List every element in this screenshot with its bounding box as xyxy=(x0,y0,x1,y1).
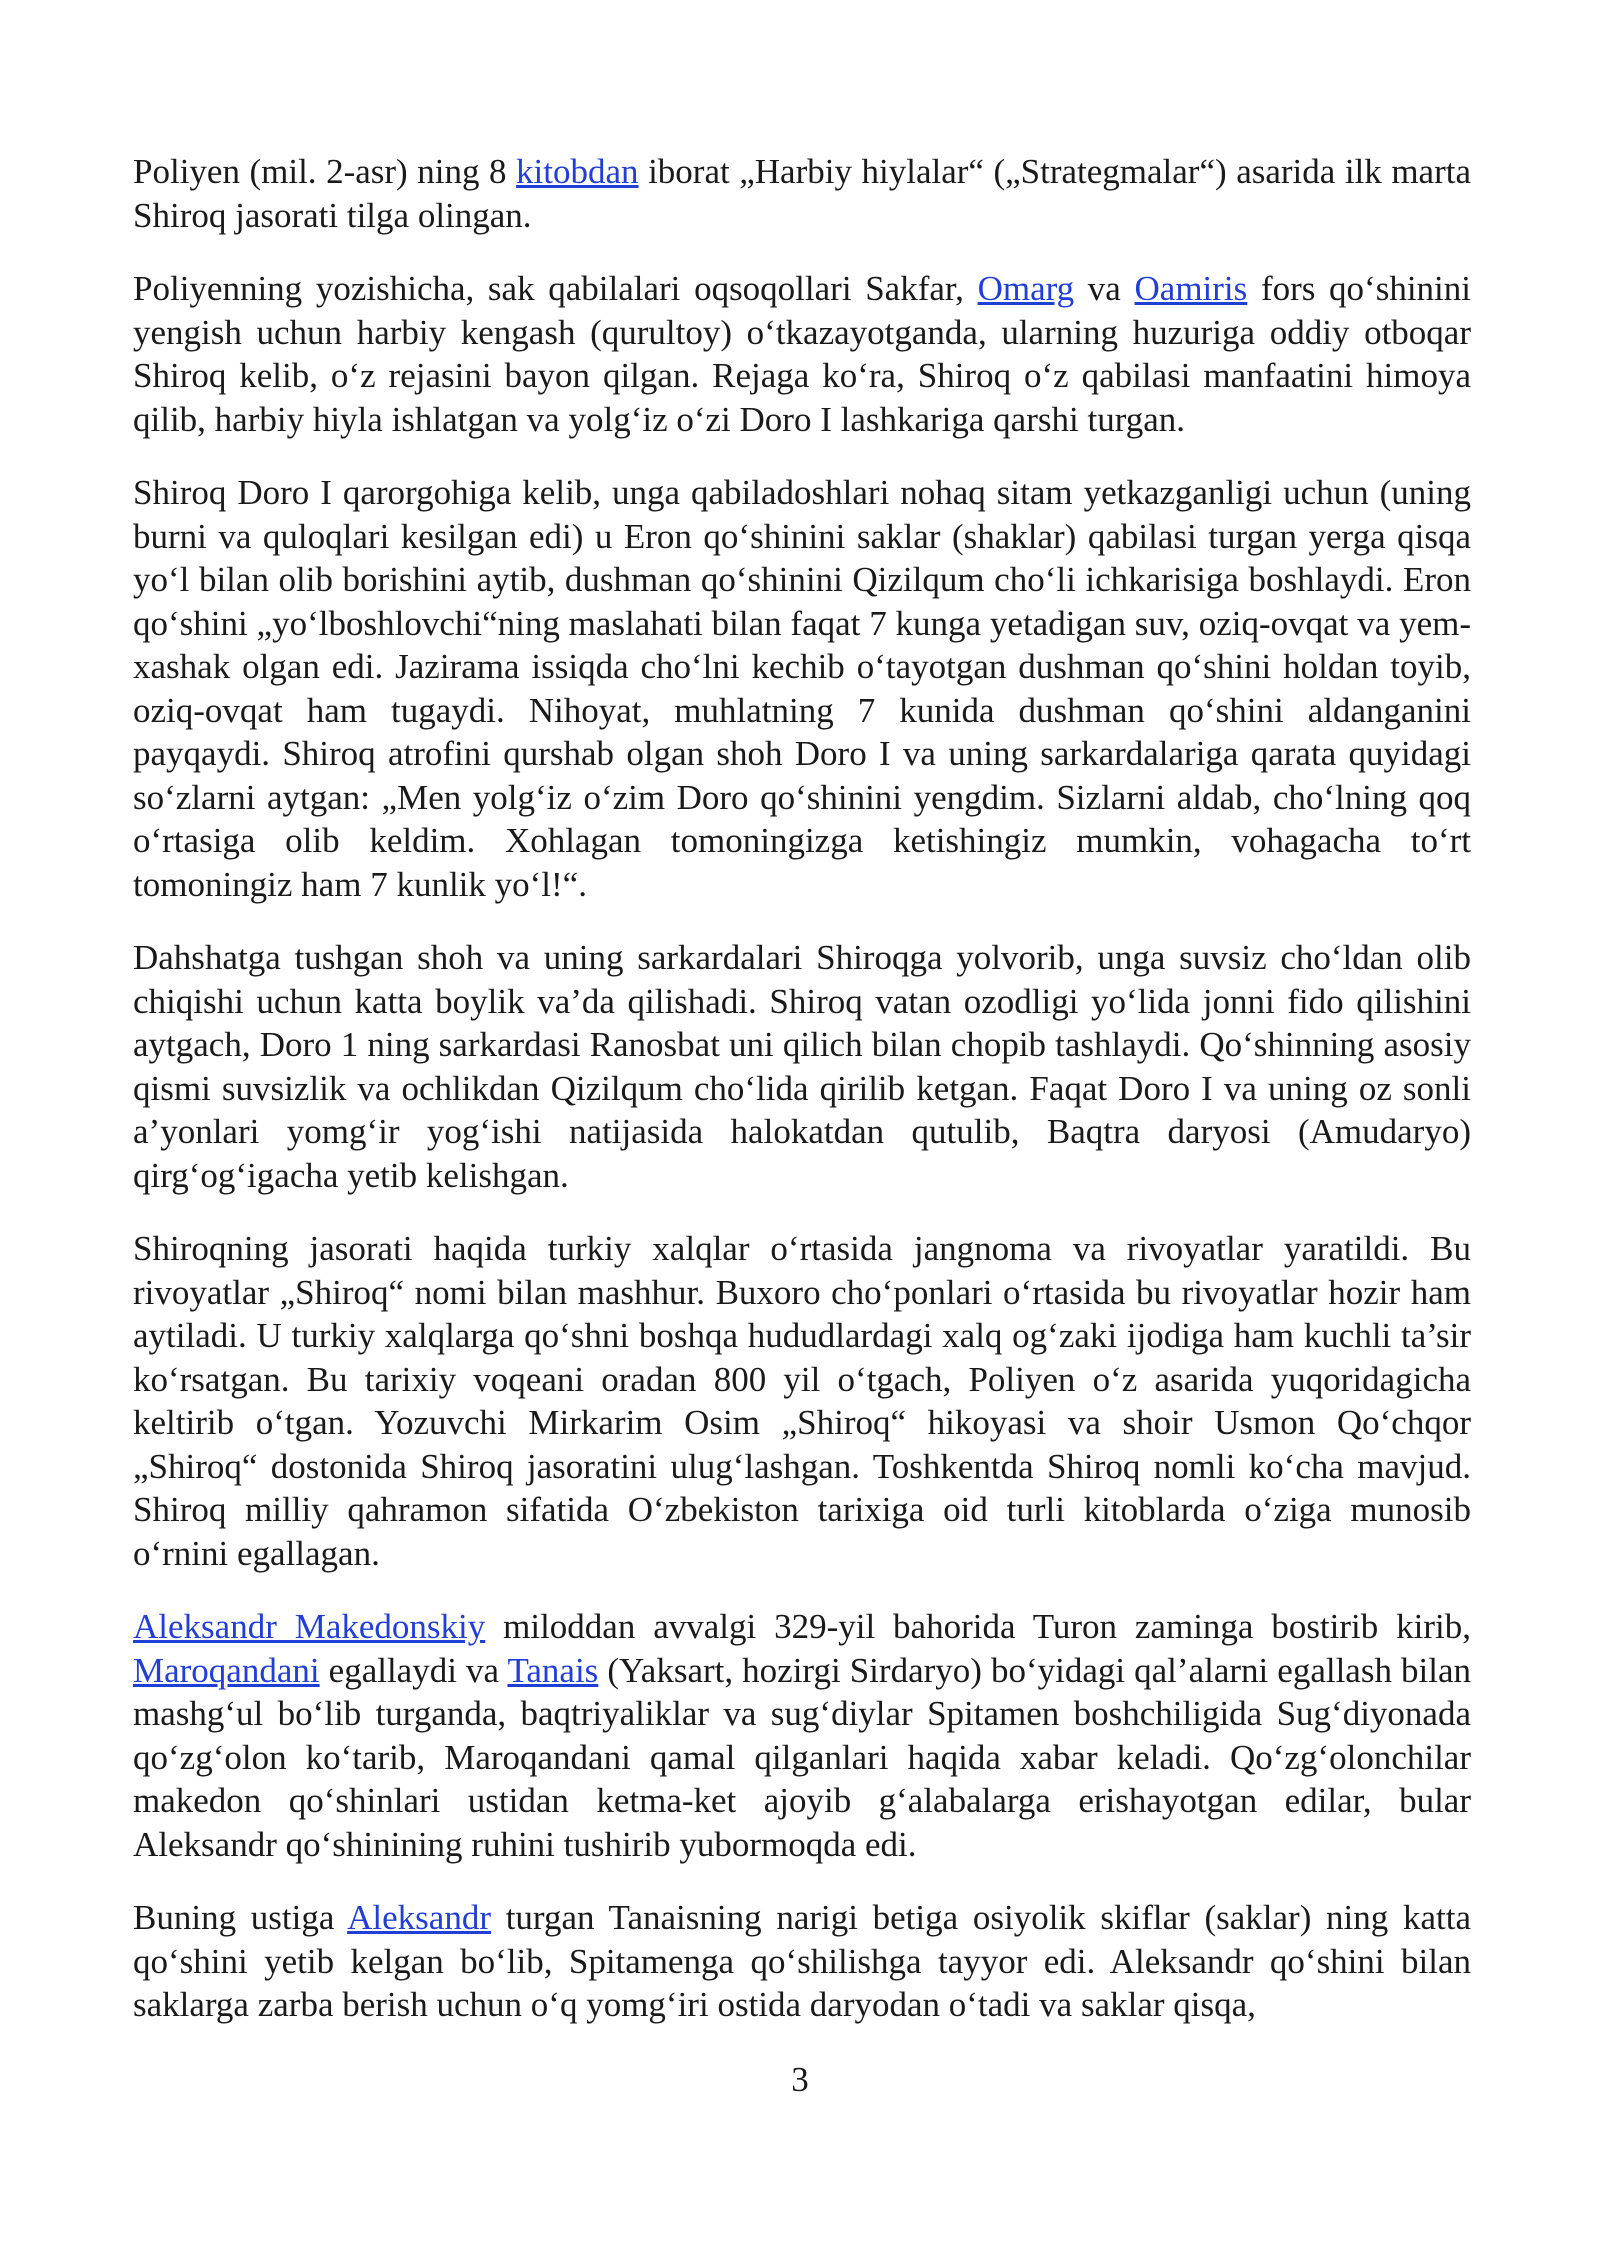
hyperlink[interactable]: kitobdan xyxy=(516,152,639,191)
document-body xyxy=(133,150,1471,2057)
text-run: va xyxy=(1074,269,1135,308)
hyperlink[interactable]: Maroqandani xyxy=(133,1650,320,1690)
text-run: Buning ustiga xyxy=(133,1898,348,1937)
paragraph xyxy=(133,471,1471,906)
paragraph xyxy=(133,267,1471,441)
text-run: miloddan avvalgi 329-yil bahorida Turon zaminga bostirib kirib, xyxy=(485,1607,1471,1646)
paragraph xyxy=(133,1227,1471,1575)
hyperlink[interactable]: Aleksandr Makedonskiy xyxy=(133,1607,486,1646)
text-run: turgan Tanaisning narigi betiga osiyolik skiflar (saklar) ning katta qo‘shini yetib kelgan bo‘lib, Spitamenga qo‘shilishga tayyor edi. Aleksandr qo‘shini bilan saklarga zarba berish uchun o‘q yomg‘iri ostida daryodan o‘tadi va saklar qisqa, xyxy=(133,1898,1471,2024)
text-run: fors qo‘shinini yengish uchun harbiy kengash (qurultoy) o‘tkazayotganda, ularning huzuriga oddiy otboqar Shiroq kelib, o‘z rejasini bayon qilgan. Rejaga ko‘ra, Shiroq o‘z qabilasi manfaatini himoya qilib, harbiy hiyla ishlatgan va yolg‘iz o‘zi Doro I lashkariga qarshi turgan. xyxy=(133,269,1471,439)
hyperlink[interactable]: Omarg xyxy=(977,269,1075,308)
text-run: Shiroqning jasorati haqida turkiy xalqlar o‘rtasida jangnoma va rivoyatlar yaratildi. Bu rivoyatlar „Shiroq“ nomi bilan mashhur. Buxoro cho‘ponlari o‘rtasida bu rivoyatlar hozir ham aytiladi. U turkiy xalqlarga qo‘shni boshqa hududlardagi xalq og‘zaki ijodiga ham kuchli ta’sir ko‘rsatgan. Bu tarixiy voqeani oradan 800 yil o‘tgach, Poliyen o‘z asarida yuqoridagicha keltirib o‘tgan. Yozuvchi Mirkarim Osim „Shiroq“ hikoyasi va shoir Usmon Qo‘chqor „Shiroq“ dostonida Shiroq jasoratini ulug‘lashgan. Toshkentda Shiroq nomli ko‘cha mavjud. Shiroq milliy qahramon sifatida O‘zbekiston tarixiga oid turli kitoblarda o‘ziga munosib o‘rnini egallagan. xyxy=(133,1229,1471,1573)
text-run: Poliyenning yozishicha, sak qabilalari oqsoqollari Sakfar, xyxy=(133,269,978,308)
paragraph xyxy=(133,1896,1471,2027)
paragraph xyxy=(133,1605,1471,1866)
text-run: Dahshatga tushgan shoh va uning sarkardalari Shiroqga yolvorib, unga suvsiz cho‘ldan olib chiqishi uchun katta boylik va’da qilishadi. Shiroq vatan ozodligi yo‘lida jonni fido qilishini aytgach, Doro 1 ning sarkardasi Ranosbat uni qilich bilan chopib tashlaydi. Qo‘shinning asosiy qismi suvsizlik va ochlikdan Qizilqum cho‘lida qirilib ketgan. Faqat Doro I va uning oz sonli a’yonlari yomg‘ir yog‘ishi natijasida halokatdan qutulib, Baqtra daryosi (Amudaryo) qirg‘og‘igacha yetib kelishgan. xyxy=(133,938,1471,1195)
hyperlink[interactable]: Aleksandr xyxy=(347,1898,491,1937)
paragraph xyxy=(133,936,1471,1197)
paragraph xyxy=(133,150,1471,237)
text-run: Shiroq Doro I qarorgohiga kelib, unga qabiladoshlari nohaq sitam yetkazganligi uchun (uning burni va quloqlari kesilgan edi) u Eron qo‘shinini saklar (shaklar) qabilasi turgan yerga qisqa yo‘l bilan olib borishini aytib, dushman qo‘shinini Qizilqum cho‘li ichkarisiga boshlaydi. Eron qo‘shini „yo‘lboshlovchi“ning maslahati bilan faqat 7 kunga yetadigan suv, oziq-ovqat va yem-xashak olgan edi. Jazirama issiqda cho‘lni kechib o‘tayotgan dushman qo‘shini holdan toyib, oziq-ovqat ham tugaydi. Nihoyat, muhlatning 7 kunida dushman qo‘shini aldanganini payqaydi. Shiroq atrofini qurshab olgan shoh Doro I va uning sarkardalariga qarata quyidagi so‘zlarni aytgan: „Men yolg‘iz o‘zim Doro qo‘shinini yengdim. Sizlarni aldab, cho‘lning qoq o‘rtasiga olib keldim. Xohlagan tomoningizga ketishingiz mumkin, vohagacha to‘rt tomoningiz ham 7 kunlik yo‘l!“. xyxy=(133,473,1471,904)
text-run: egallaydi va xyxy=(319,1650,508,1690)
page-number: 3 xyxy=(791,2060,809,2099)
text-run: Poliyen (mil. 2-asr) ning 8 xyxy=(133,152,517,191)
hyperlink[interactable]: Tanais xyxy=(507,1650,599,1690)
hyperlink[interactable]: Oamiris xyxy=(1134,269,1248,308)
text-run: (Yaksart, hozirgi Sirdaryo) bo‘yidagi qal’alarni egallash bilan mashg‘ul bo‘lib turganda, baqtriyaliklar va sug‘diylar Spitamen boshchiligida Sug‘diyonada qo‘zg‘olon ko‘tarib, Maroqandani qamal qilganlari haqida xabar keladi. Qo‘zg‘olonchilar makedon qo‘shinlari ustidan ketma-ket ajoyib g‘alabalarga erishayotgan edilar, bular Aleksandr qo‘shinining ruhini tushirib yubormoqda edi. xyxy=(133,1650,1471,1864)
text-run: iborat „Harbiy hiylalar“ („Strategmalar“) asarida ilk marta Shiroq jasorati tilga olingan. xyxy=(133,152,1471,235)
